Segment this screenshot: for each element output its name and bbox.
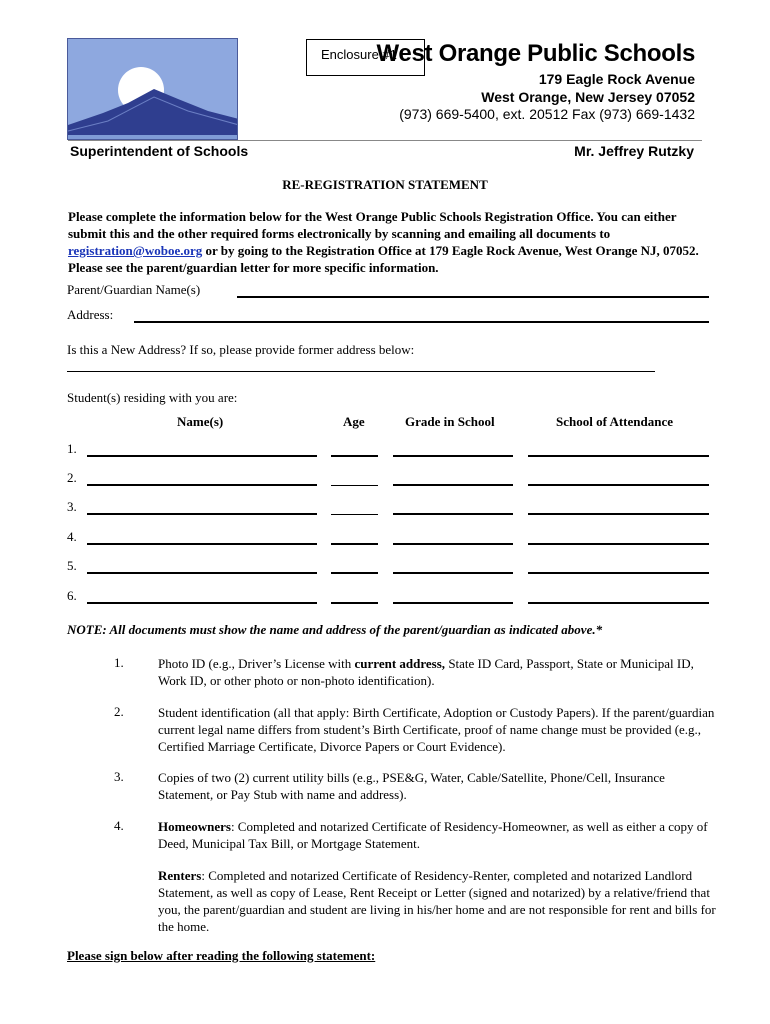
student-school-field[interactable] [528, 484, 709, 486]
address-city: West Orange, New Jersey 07052 [481, 89, 695, 105]
registration-email-link[interactable]: registration@woboe.org [68, 243, 203, 258]
intro-text-start: Please complete the information below for the West Orange Public Schools Registration Office. You can either submit this and the other required forms electronically by scanning and emailing all documents to [68, 209, 677, 241]
list-item-number: 1. [114, 655, 124, 670]
student-name-field[interactable] [87, 455, 317, 457]
row-number: 4. [67, 529, 77, 544]
intro-text-end: or by going to the Registration Office at 179 Eagle Rock Avenue, West Orange NJ, 07052. Please see the parent/guardian letter for more specific information. [68, 243, 699, 275]
student-name-field[interactable] [87, 543, 317, 545]
superintendent-name: Mr. Jeffrey Rutzky [574, 143, 694, 159]
school-name: West Orange Public Schools [376, 40, 695, 67]
requirement-utility-bills: Copies of two (2) current utility bills (e.g., PSE&G, Water, Cable/Satellite, Phone/Cell, Insurance Statement, or Pay Stub with name and address). [158, 770, 665, 802]
parent-name-label: Parent/Guardian Name(s) [67, 282, 201, 297]
student-age-field[interactable] [331, 543, 378, 545]
sign-heading: Please sign below after reading the following statement: [67, 948, 376, 963]
requirement-homeowners [158, 818, 718, 852]
student-grade-field[interactable] [393, 513, 513, 515]
document-title: RE-REGISTRATION STATEMENT [282, 177, 488, 192]
row-number: 3. [67, 499, 77, 514]
enclosure-label: Enclosure #1 [306, 39, 425, 76]
requirement-text: State ID Card, Passport, State or Municipal ID, Work ID, or other photo or non-photo identification). [158, 656, 694, 688]
student-name-field[interactable] [87, 513, 317, 515]
student-name-field[interactable] [87, 572, 317, 574]
student-name-field[interactable] [87, 602, 317, 604]
requirement-renters [158, 867, 718, 935]
address-field[interactable] [134, 321, 709, 323]
student-school-field[interactable] [528, 543, 709, 545]
student-grade-field[interactable] [393, 543, 513, 545]
requirement-student-id: Student identification (all that apply: Birth Certificate, Adoption or Custody Papers). If the parent/guardian current legal name differs from student’s Birth Certificate, proof of name change must be provided (e.g., Certified Marriage Certificate, Divorce Papers or Court Evidence). [158, 705, 715, 754]
requirement-emphasis: Renters [158, 868, 202, 883]
new-address-label: Is this a New Address? If so, please provide former address below: [67, 342, 415, 357]
requirement-text: : Completed and notarized Certificate of Residency-Renter, completed and notarized Landlord Statement, as well as copy of Lease, Rent Receipt or Letter (signed and notarized) by a relative/friend that you, the parent/guardian and student are living in his/her home and are not responsible for rent and bills for the home. [158, 868, 716, 934]
student-age-field[interactable] [331, 572, 378, 574]
student-grade-field[interactable] [393, 484, 513, 486]
header-divider [68, 140, 702, 141]
requirement-emphasis: Homeowners [158, 819, 231, 834]
requirement-emphasis: current address, [354, 656, 446, 671]
column-header-school: School of Attendance [556, 414, 673, 429]
requirement-text: : Completed and notarized Certificate of Residency-Homeowner, as well as either a copy of Deed, Municipal Tax Bill, or Mortgage Statement. [158, 819, 708, 851]
student-age-field[interactable] [331, 602, 378, 604]
address-label: Address: [67, 307, 114, 322]
list-item-number: 3. [114, 769, 124, 784]
student-name-field[interactable] [87, 484, 317, 486]
row-number: 1. [67, 441, 77, 456]
student-school-field[interactable] [528, 455, 709, 457]
column-header-names: Name(s) [177, 414, 224, 429]
row-number: 5. [67, 558, 77, 573]
student-age-field[interactable] [331, 455, 378, 457]
former-address-field[interactable] [67, 371, 655, 372]
student-age-field[interactable] [331, 485, 378, 486]
student-age-field[interactable] [331, 514, 378, 515]
documents-note: NOTE: All documents must show the name and address of the parent/guardian as indicated above.* [67, 622, 603, 637]
row-number: 2. [67, 470, 77, 485]
parent-name-field[interactable] [237, 296, 709, 298]
student-grade-field[interactable] [393, 455, 513, 457]
phone-fax: (973) 669-5400, ext. 20512 Fax (973) 669-1432 [399, 106, 695, 122]
list-item-number: 4. [114, 818, 124, 833]
student-grade-field[interactable] [393, 602, 513, 604]
student-school-field[interactable] [528, 572, 709, 574]
student-school-field[interactable] [528, 602, 709, 604]
column-header-grade: Grade in School [405, 414, 495, 429]
column-header-age: Age [343, 414, 365, 429]
row-number: 6. [67, 588, 77, 603]
superintendent-label: Superintendent of Schools [70, 143, 249, 159]
list-item-number: 2. [114, 704, 124, 719]
mountain-sun-logo-icon [68, 39, 238, 140]
students-label: Student(s) residing with you are: [67, 390, 238, 405]
student-school-field[interactable] [528, 513, 709, 515]
intro-paragraph [68, 208, 708, 276]
address-street: 179 Eagle Rock Avenue [538, 71, 695, 87]
student-grade-field[interactable] [393, 572, 513, 574]
requirement-photo-id [158, 655, 718, 689]
requirement-text: Photo ID (e.g., Driver’s License with [158, 656, 355, 671]
school-logo [67, 38, 238, 140]
